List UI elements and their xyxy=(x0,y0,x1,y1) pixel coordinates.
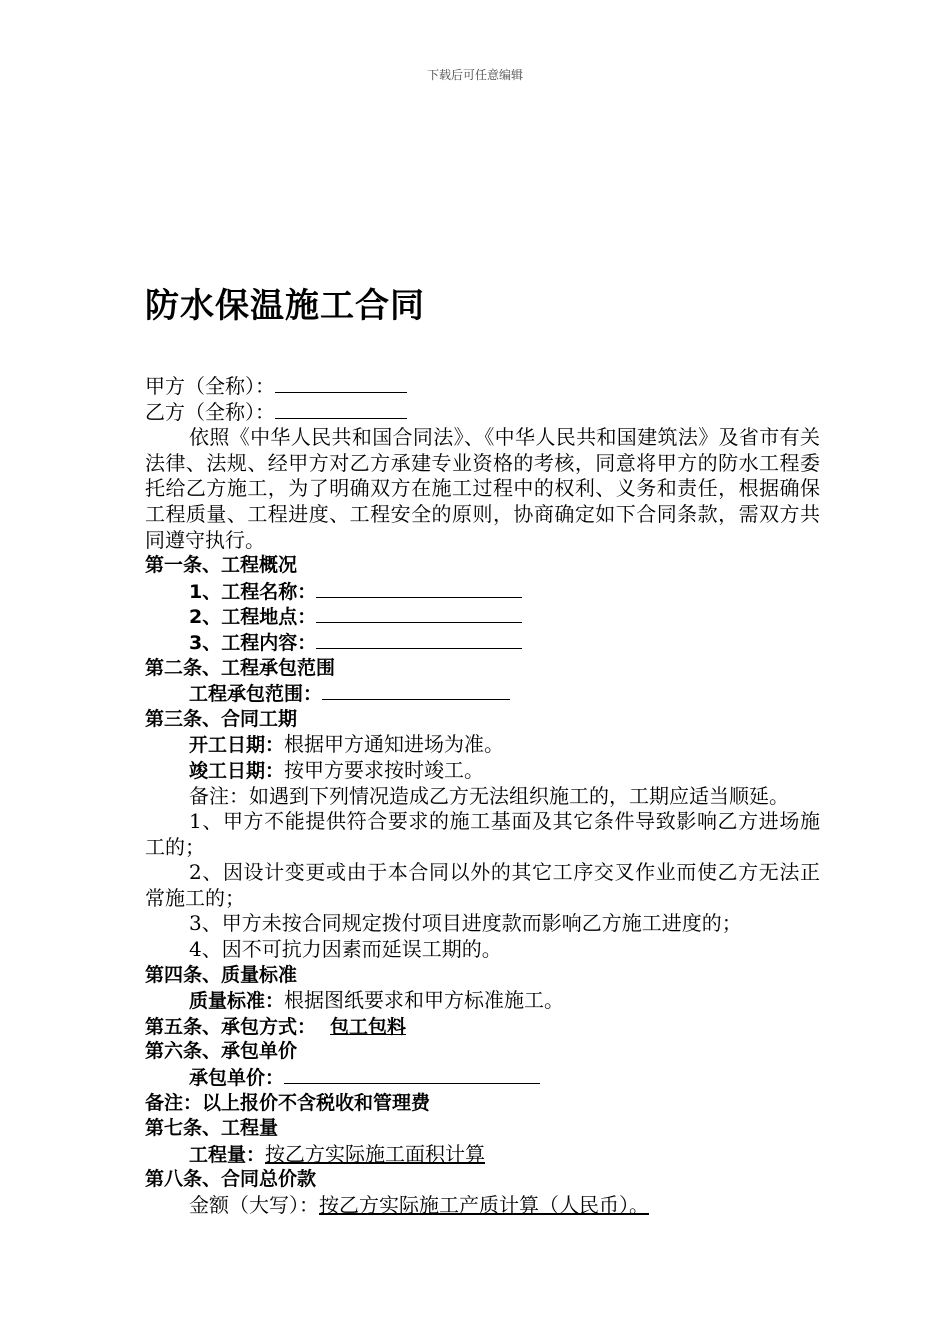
article-1-item: 3、工程内容： xyxy=(145,630,820,656)
intro-paragraph: 依照《中华人民共和国合同法》、《中华人民共和国建筑法》及省市有关法律、法规、经甲方对乙方承建专业资格的考核，同意将甲方的防水工程委托给乙方施工，为了明确双方在施工过程中的权利、义务和责任，根据确保工程质量、工程进度、工程安全的原则，协商确定如下合同条款，需双方共同遵守执行。 xyxy=(145,425,820,552)
party-b-blank xyxy=(275,400,407,419)
article-4-heading: 第四条、质量标准 xyxy=(145,963,298,986)
party-b-line xyxy=(145,400,820,426)
end-date-line: 竣工日期：按甲方要求按时竣工。 xyxy=(189,757,485,782)
delay-item: 1、甲方不能提供符合要求的施工基面及其它条件导致影响乙方进场施工的； xyxy=(145,809,820,859)
contract-mode-value: 包工包料 xyxy=(330,1015,407,1038)
amount-value: 按乙方实际施工产质计算（人民币）。 xyxy=(319,1193,649,1217)
contract-body xyxy=(145,374,820,1219)
unit-price-line: 承包单价： xyxy=(145,1065,820,1091)
article-5-line: 第五条、承包方式： 包工包料 xyxy=(145,1014,820,1040)
party-b-label: 乙方（全称）： xyxy=(145,399,275,424)
delay-remark: 备注：如遇到下列情况造成乙方无法组织施工的，工期应适当顺延。 xyxy=(189,783,789,808)
party-a-line xyxy=(145,374,820,400)
unit-price-blank xyxy=(284,1065,540,1084)
project-location-blank xyxy=(316,604,522,623)
header-note: 下载后可任意编辑 xyxy=(426,68,523,82)
article-1-heading: 第一条、工程概况 xyxy=(145,554,298,577)
article-8-heading: 第八条、合同总价款 xyxy=(145,1168,317,1191)
amount-line: 金额（大写）：按乙方实际施工产质计算（人民币）。 xyxy=(189,1193,649,1217)
tax-note: 备注：以上报价不含税收和管理费 xyxy=(145,1091,431,1114)
party-a-blank xyxy=(275,374,407,393)
quantity-value: 按乙方实际施工面积计算 xyxy=(265,1141,486,1166)
article-7-heading: 第七条、工程量 xyxy=(145,1117,279,1140)
scope-blank xyxy=(322,681,510,700)
article-3-heading: 第三条、合同工期 xyxy=(145,707,298,730)
delay-item: 2、因设计变更或由于本合同以外的其它工序交叉作业而使乙方无法正常施工的； xyxy=(145,860,820,910)
delay-item: 3、甲方未按合同规定拨付项目进度款而影响乙方施工进度的； xyxy=(189,911,742,936)
article-2-heading: 第二条、工程承包范围 xyxy=(145,656,336,679)
document-title: 防水保温施工合同 xyxy=(145,286,425,326)
delay-item: 4、因不可抗力因素而延误工期的。 xyxy=(189,937,502,962)
article-1-item: 2、工程地点： xyxy=(145,604,820,630)
project-name-blank xyxy=(316,579,522,598)
article-6-heading: 第六条、承包单价 xyxy=(145,1040,298,1063)
article-1-item: 1、工程名称： xyxy=(145,579,820,605)
party-a-label: 甲方（全称）： xyxy=(145,374,275,398)
project-content-blank xyxy=(316,630,522,649)
start-date-line: 开工日期：根据甲方通知进场为准。 xyxy=(189,732,505,757)
scope-line: 工程承包范围： xyxy=(145,681,820,707)
quantity-line: 工程量：按乙方实际施工面积计算 xyxy=(189,1141,486,1166)
quality-line: 质量标准：根据图纸要求和甲方标准施工。 xyxy=(189,988,565,1013)
